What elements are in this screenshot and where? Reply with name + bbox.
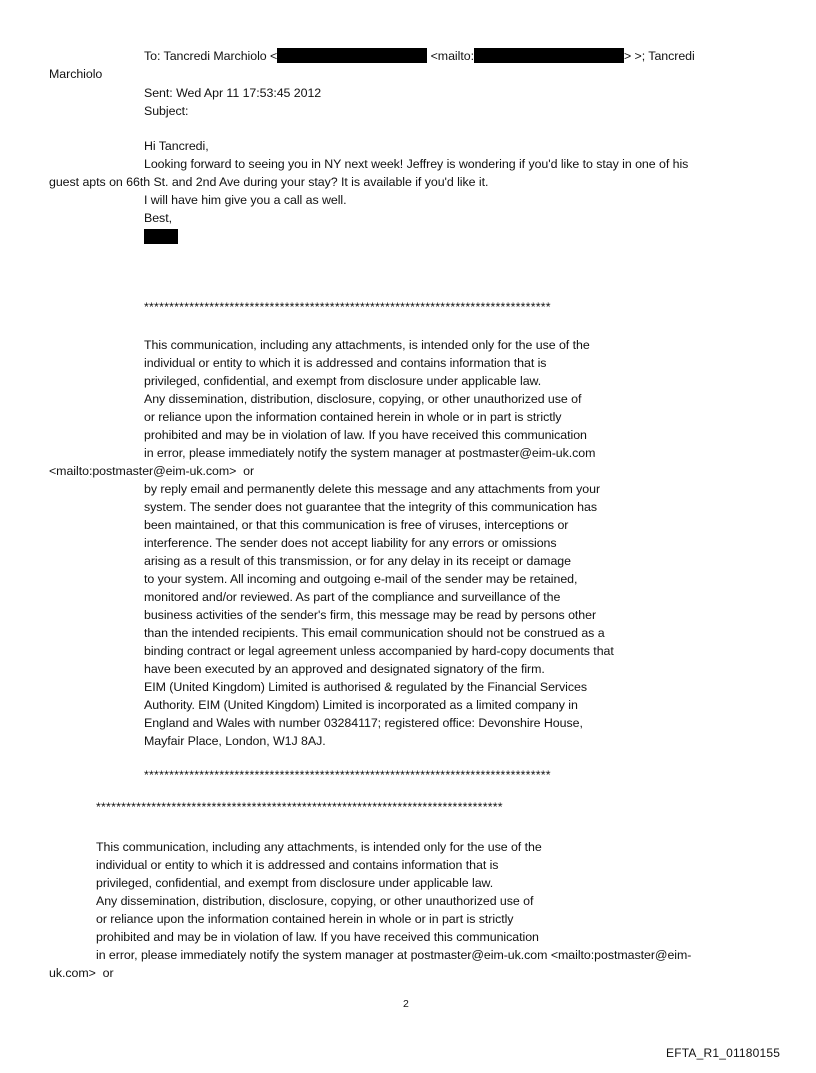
redaction-block: [474, 48, 624, 63]
closing: Best,: [144, 211, 172, 225]
disclaimer-line: been maintained, or that this communication is free of viruses, interceptions or: [144, 518, 569, 532]
disclaimer-wrap: uk.com> or: [49, 966, 114, 980]
to-line: [144, 47, 695, 65]
disclaimer-line: individual or entity to which it is addressed and contains information that is: [96, 858, 499, 872]
disclaimer-line: This communication, including any attachments, is intended only for the use of the: [144, 338, 590, 352]
disclaimer-line: binding contract or legal agreement unless accompanied by hard-copy documents that: [144, 644, 614, 658]
body-line: I will have him give you a call as well.: [144, 193, 347, 207]
disclaimer-line: in error, please immediately notify the system manager at postmaster@eim-uk.com: [144, 446, 596, 460]
separator-line: *********************************************************************************: [144, 300, 551, 314]
disclaimer-line: or reliance upon the information contained herein in whole or in part is strictly: [144, 410, 562, 424]
disclaimer-line: privileged, confidential, and exempt from disclosure under applicable law.: [144, 374, 542, 388]
disclaimer-line: interference. The sender does not accept liability for any errors or omissions: [144, 536, 557, 550]
separator-line: *********************************************************************************: [144, 768, 551, 782]
disclaimer-line: EIM (United Kingdom) Limited is authorised & regulated by the Financial Services: [144, 680, 587, 694]
disclaimer-line: Any dissemination, distribution, disclosure, copying, or other unauthorized use of: [144, 392, 582, 406]
disclaimer-line: privileged, confidential, and exempt from disclosure under applicable law.: [96, 876, 494, 890]
to-prefix: To: Tancredi Marchiolo <: [144, 49, 278, 63]
signature-redaction: [144, 229, 178, 244]
disclaimer-line: prohibited and may be in violation of law. If you have received this communication: [144, 428, 587, 442]
disclaimer-line: Any dissemination, distribution, disclosure, copying, or other unauthorized use of: [96, 894, 534, 908]
redaction-block: [277, 48, 427, 63]
disclaimer-line: England and Wales with number 03284117; registered office: Devonshire House,: [144, 716, 583, 730]
separator-line: *********************************************************************************: [96, 800, 503, 814]
mailto-prefix: <mailto:: [430, 49, 474, 63]
subject-line: Subject:: [144, 104, 189, 118]
disclaimer-line: prohibited and may be in violation of law. If you have received this communication: [96, 930, 539, 944]
disclaimer-line: Mayfair Place, London, W1J 8AJ.: [144, 734, 326, 748]
disclaimer-line: to your system. All incoming and outgoing e-mail of the sender may be retained,: [144, 572, 578, 586]
disclaimer-line: or reliance upon the information contained herein in whole or in part is strictly: [96, 912, 514, 926]
sent-line: Sent: Wed Apr 11 17:53:45 2012: [144, 86, 322, 100]
disclaimer-line: monitored and/or reviewed. As part of the compliance and surveillance of the: [144, 590, 561, 604]
disclaimer-line: business activities of the sender's firm, this message may be read by persons other: [144, 608, 597, 622]
page-number: 2: [403, 998, 409, 1010]
greeting: Hi Tancredi,: [144, 139, 209, 153]
disclaimer-line: Authority. EIM (United Kingdom) Limited is incorporated as a limited company in: [144, 698, 578, 712]
to-line-wrap: Marchiolo: [49, 67, 103, 81]
disclaimer-line: system. The sender does not guarantee that the integrity of this communication has: [144, 500, 598, 514]
disclaimer-line: than the intended recipients. This email communication should not be construed as a: [144, 626, 605, 640]
disclaimer-line: individual or entity to which it is addressed and contains information that is: [144, 356, 547, 370]
disclaimer-line: arising as a result of this transmission, or for any delay in its receipt or damage: [144, 554, 571, 568]
disclaimer-mailto-wrap: <mailto:postmaster@eim-uk.com> or: [49, 464, 255, 478]
body-line-wrap: guest apts on 66th St. and 2nd Ave during your stay? It is available if you'd like it.: [49, 175, 489, 189]
disclaimer-line: in error, please immediately notify the system manager at postmaster@eim-uk.com <mailto:postmaster@eim-: [96, 948, 692, 962]
disclaimer-line: have been executed by an approved and designated signatory of the firm.: [144, 662, 545, 676]
disclaimer-line: This communication, including any attachments, is intended only for the use of the: [96, 840, 542, 854]
body-line: Looking forward to seeing you in NY next week! Jeffrey is wondering if you'd like to stay in one of his: [144, 157, 689, 171]
document-id: EFTA_R1_01180155: [666, 1046, 781, 1060]
to-suffix: > >; Tancredi: [623, 49, 695, 63]
disclaimer-line: by reply email and permanently delete this message and any attachments from your: [144, 482, 601, 496]
